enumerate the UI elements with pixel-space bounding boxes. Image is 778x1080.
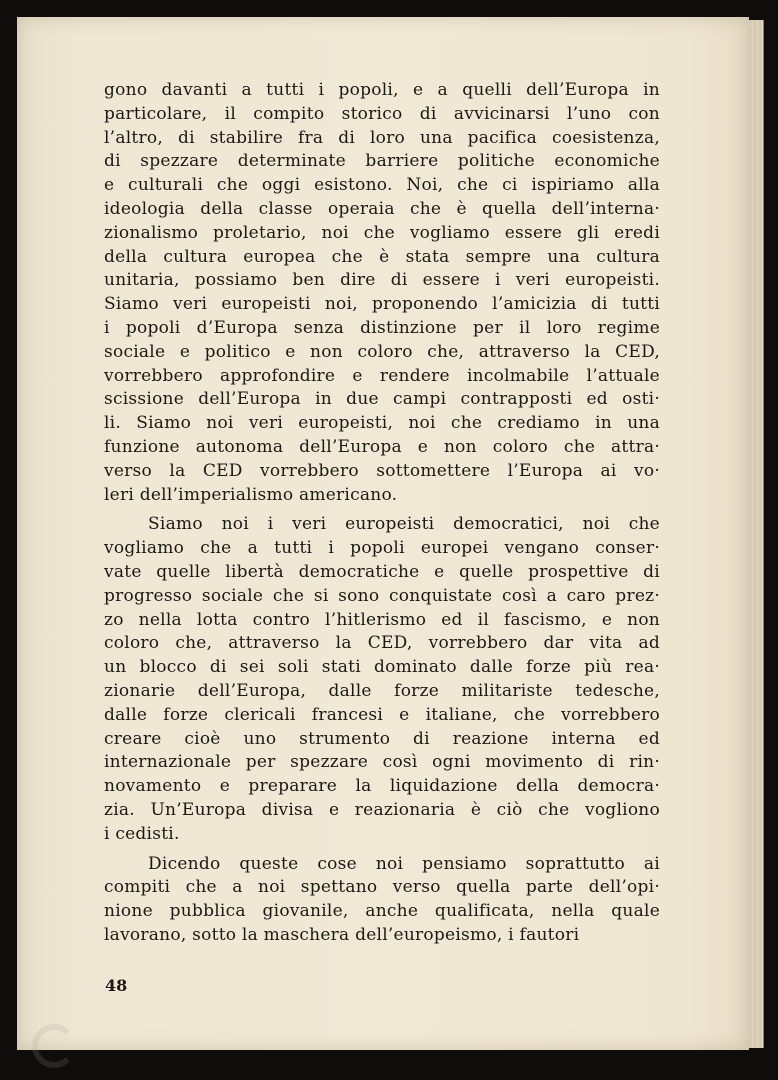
text-line: vorrebbero approfondire e rendere incolmabile l’attuale: [104, 365, 660, 386]
text-line: sociale e politico e non coloro che, attraverso la CED,: [104, 341, 660, 362]
text-line: leri dell’imperialismo americano.: [104, 484, 398, 505]
text-line: gono davanti a tutti i popoli, e a quelli dell’Europa in: [104, 80, 660, 100]
text-line: zionalismo proletario, noi che vogliamo essere gli eredi: [104, 222, 660, 243]
text-line: zia. Un’Europa divisa e reazionaria è ciò che vogliono: [104, 799, 660, 820]
paragraph-1: [104, 79, 660, 507]
body-text: [104, 79, 660, 948]
text-line: zo nella lotta contro l’hitlerismo ed il fascismo, e non: [104, 609, 660, 630]
page-number: 48: [105, 976, 128, 995]
page-edge: [749, 20, 764, 1048]
text-line: un blocco di sei soli stati dominato dalle forze più rea·: [104, 657, 660, 678]
text-line: della cultura europea che è stata sempre una cultura: [104, 246, 660, 267]
text-line: Siamo veri europeisti noi, proponendo l’amicizia di tutti: [104, 294, 660, 315]
text-line: dalle forze clericali francesi e italiane, che vorrebbero: [104, 704, 660, 725]
text-line: zionarie dell’Europa, dalle forze militariste tedesche,: [104, 680, 660, 701]
text-line: progresso sociale che si sono conquistate così a caro prez·: [104, 585, 660, 606]
text-line: vogliamo che a tutti i popoli europei vengano conser·: [104, 538, 660, 559]
text-line: i popoli d’Europa senza distinzione per il loro regime: [104, 317, 660, 338]
text-line: l’altro, di stabilire fra di loro una pacifica coesistenza,: [104, 127, 660, 148]
text-line: di spezzare determinate barriere politiche economiche: [104, 151, 660, 172]
text-line: nione pubblica giovanile, anche qualificata, nella quale: [104, 901, 660, 922]
text-line: internazionale per spezzare così ogni movimento di rin·: [104, 752, 660, 773]
text-line: funzione autonoma dell’Europa e non coloro che attra·: [104, 436, 660, 457]
text-line: particolare, il compito storico di avvicinarsi l’uno con: [104, 103, 660, 124]
text-line: ideologia della classe operaia che è quella dell’interna·: [104, 198, 660, 219]
text-line: novamento e preparare la liquidazione della democra·: [104, 776, 660, 797]
text-line: creare cioè uno strumento di reazione interna ed: [104, 728, 660, 749]
text-line: vate quelle libertà democratiche e quelle prospettive di: [104, 561, 660, 582]
text-line: verso la CED vorrebbero sottomettere l’Europa ai vo·: [104, 460, 660, 481]
text-line: scissione dell’Europa in due campi contrapposti ed osti·: [104, 389, 660, 410]
text-line: li. Siamo noi veri europeisti, noi che crediamo in una: [104, 413, 660, 434]
text-line: lavorano, sotto la maschera dell’europeismo, i fautori: [104, 924, 580, 945]
text-line: e culturali che oggi esistono. Noi, che ci ispiriamo alla: [104, 175, 660, 196]
paragraph-2: [104, 513, 660, 846]
text-line: Dicendo queste cose noi pensiamo soprattutto ai: [148, 853, 660, 874]
text-line: coloro che, attraverso la CED, vorrebbero dar vita ad: [104, 633, 660, 654]
text-line: Siamo noi i veri europeisti democratici, noi che: [148, 514, 660, 535]
text-line: compiti che a noi spettano verso quella parte dell’opi·: [104, 877, 660, 898]
text-line: unitaria, possiamo ben dire di essere i veri europeisti.: [104, 270, 660, 291]
text-line: i cedisti.: [104, 823, 180, 844]
paragraph-3: [104, 853, 660, 948]
